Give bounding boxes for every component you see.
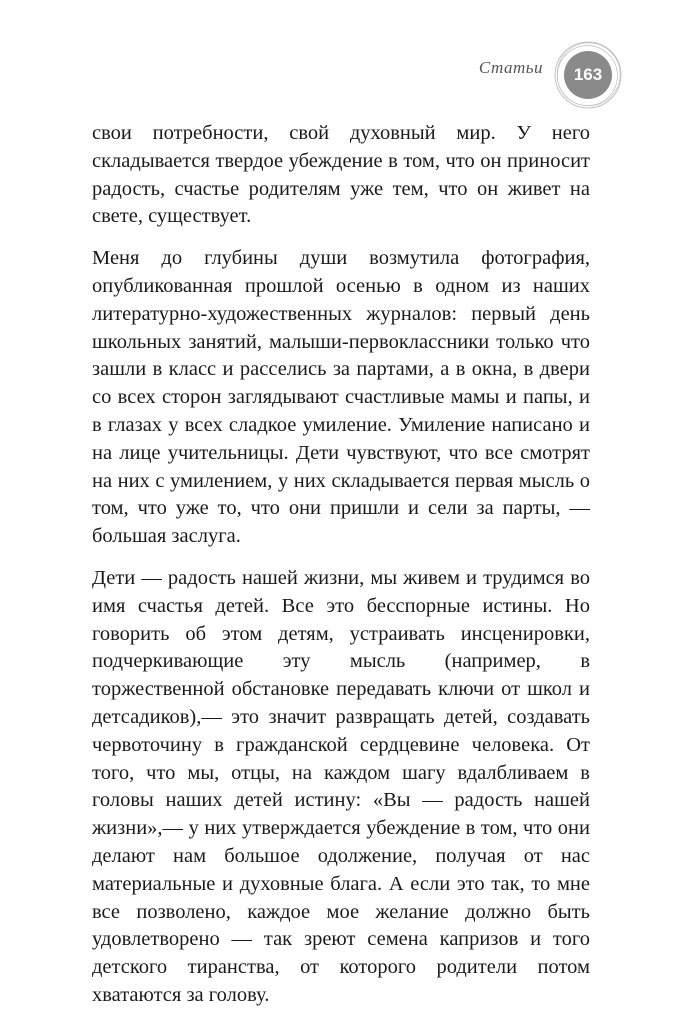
paragraph-1: свои потребности, свой духовный мир. У него складывается твердое убеждение в том, что он приносит радость, счастье родителям уже тем, что он живет на свете, существует. bbox=[92, 122, 590, 228]
page-number-badge bbox=[553, 40, 623, 110]
paragraph-3: Дети — радость нашей жизни, мы живем и трудимся во имя счастья детей. Все это бесспорные истины. Но говорить об этом детям, устраивать инсценировки, подчеркивающие эту мысль (например, в торжественной обстановке передавать ключи от школ и детсадиков),— это значит развращать детей, создавать червоточину в гражданской сердцевине человека. От того, что мы, отцы, на каждом шагу вдалбливаем в головы наших детей истину: «Вы — радость нашей жизни»,— у них утверждается убеждение в том, что они делают нам большое одолжение, получая от нас материальные и духовные блага. А если это так, то мне все позволено, каждое мое желание должно быть удовлетворено — так зреют семена капризов и того детского тиранства, от которого родители потом хватаются за голову. bbox=[92, 566, 590, 1006]
running-head-section-title: Статьи bbox=[478, 58, 543, 77]
page-header bbox=[479, 40, 623, 110]
article-body bbox=[92, 120, 590, 1024]
paragraph-2: Меня до глубины души возмутила фотография, опубликованная прошлой осенью в одном из наших литературно-художественных журналов: первый день школьных занятий, малыши-первоклассники только что зашли в класс и расселись за партами, а в окна, в двери со всех сторон заглядывают счастливые мамы и папы, и в глазах у всех сладкое умиление. Умиление написано и на лице учительницы. Дети чувствуют, что все смотрят на них с умилением, у них складывается первая мысль о том, что уже то, что они пришли и сели за парты, — большая заслуга. bbox=[92, 247, 590, 548]
page-number: 163 bbox=[573, 65, 603, 84]
